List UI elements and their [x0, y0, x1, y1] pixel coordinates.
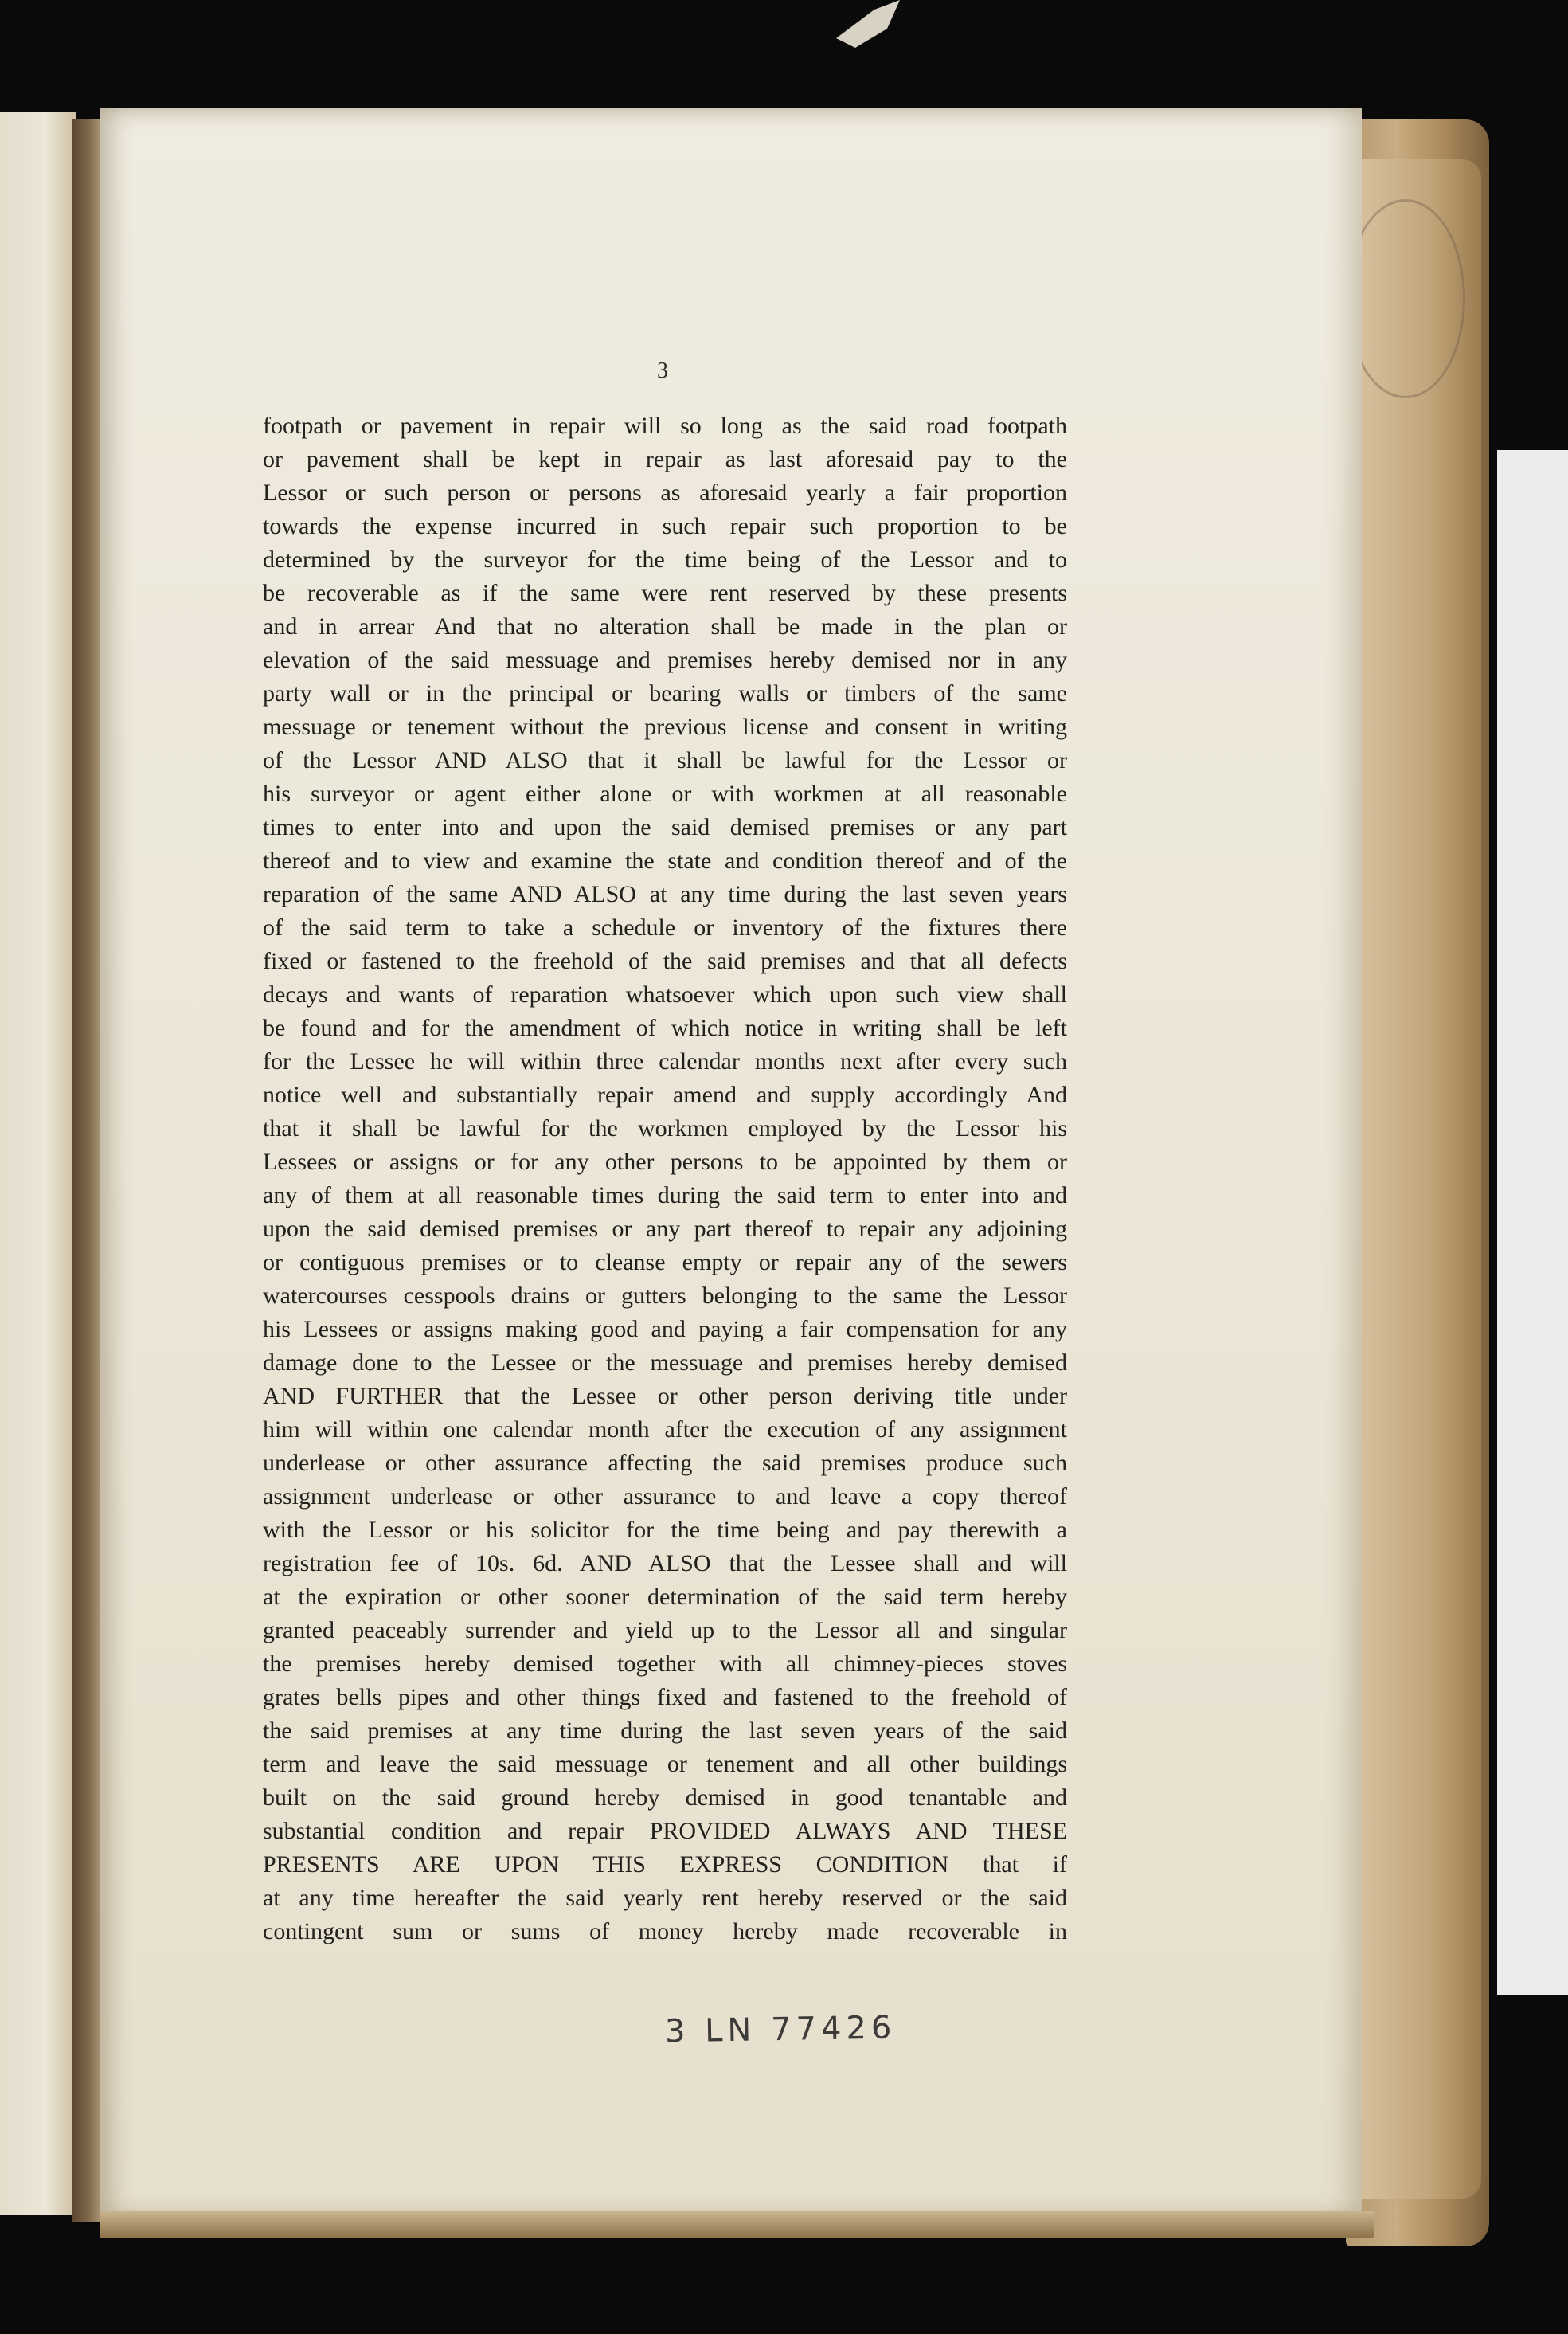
text-line: times to enter into and upon the said demised premises or any part	[263, 814, 1067, 840]
text-line: watercourses cesspools drains or gutters belonging to the same the Lessor	[263, 1283, 1067, 1309]
background-sheet	[1497, 450, 1568, 1995]
book-gutter	[72, 119, 104, 2222]
library-stamp	[1346, 199, 1465, 398]
text-line: decays and wants of reparation whatsoever which upon such view shall	[263, 981, 1067, 1008]
text-line: for the Lessee he will within three calendar months next after every such	[263, 1048, 1067, 1075]
text-line: and in arrear And that no alteration shall be made in the plan or	[263, 613, 1067, 640]
text-line: granted peaceably surrender and yield up to the Lessor all and singular	[263, 1617, 1067, 1643]
text-line: fixed or fastened to the freehold of the said premises and that all defects	[263, 948, 1067, 974]
text-line: assignment underlease or other assurance to and leave a copy thereof	[263, 1483, 1067, 1510]
text-line: towards the expense incurred in such repair such proportion to be	[263, 513, 1067, 539]
text-line: the premises hereby demised together with all chimney-pieces stoves	[263, 1651, 1067, 1677]
text-line: determined by the surveyor for the time being of the Lessor and to	[263, 546, 1067, 573]
text-line: term and leave the said messuage or tenement and all other buildings	[263, 1751, 1067, 1777]
text-line: messuage or tenement without the previous license and consent in writing	[263, 714, 1067, 740]
text-line: that it shall be lawful for the workmen employed by the Lessor his	[263, 1115, 1067, 1142]
text-line: or contiguous premises or to cleanse empty or repair any of the sewers	[263, 1249, 1067, 1275]
text-line: registration fee of 10s. 6d. AND ALSO that the Lessee shall and will	[263, 1550, 1067, 1576]
text-line: damage done to the Lessee or the messuage and premises hereby demised	[263, 1349, 1067, 1376]
text-line: him will within one calendar month after the execution of any assignment	[263, 1416, 1067, 1443]
text-line: of the said term to take a schedule or inventory of the fixtures there	[263, 914, 1067, 941]
text-line: footpath or pavement in repair will so long as the said road footpath	[263, 413, 1067, 439]
facing-page-edge	[0, 112, 76, 2215]
torn-fragment	[836, 0, 900, 48]
text-line: Lessees or assigns or for any other persons to be appointed by them or	[263, 1149, 1067, 1175]
text-line: of the Lessor AND ALSO that it shall be lawful for the Lessor or	[263, 747, 1067, 773]
text-line: at any time hereafter the said yearly rent hereby reserved or the said	[263, 1885, 1067, 1911]
text-line: substantial condition and repair PROVIDED ALWAYS AND THESE	[263, 1818, 1067, 1844]
body-text	[263, 409, 1067, 1948]
text-line: his Lessees or assigns making good and paying a fair compensation for any	[263, 1316, 1067, 1342]
text-line: at the expiration or other sooner determination of the said term hereby	[263, 1584, 1067, 1610]
text-line: be recoverable as if the same were rent reserved by these presents	[263, 580, 1067, 606]
page-bottom-edge	[100, 2211, 1374, 2238]
text-line: upon the said demised premises or any part thereof to repair any adjoining	[263, 1216, 1067, 1242]
text-line: built on the said ground hereby demised in good tenantable and	[263, 1784, 1067, 1811]
text-line: elevation of the said messuage and premises hereby demised nor in any	[263, 647, 1067, 673]
text-line: notice well and substantially repair amend and supply accordingly And	[263, 1082, 1067, 1108]
page-number: 3	[657, 358, 668, 383]
text-line: underlease or other assurance affecting the said premises produce such	[263, 1450, 1067, 1476]
text-line: grates bells pipes and other things fixed and fastened to the freehold of	[263, 1684, 1067, 1710]
text-line: PRESENTS ARE UPON THIS EXPRESS CONDITION that if	[263, 1851, 1067, 1878]
text-line: thereof and to view and examine the state and condition thereof and of the	[263, 848, 1067, 874]
text-line: be found and for the amendment of which notice in writing shall be left	[263, 1015, 1067, 1041]
page-block-edge-inner	[1354, 159, 1481, 2199]
text-line: his surveyor or agent either alone or with workmen at all reasonable	[263, 781, 1067, 807]
text-line: reparation of the same AND ALSO at any time during the last seven years	[263, 881, 1067, 907]
text-line: AND FURTHER that the Lessee or other person deriving title under	[263, 1383, 1067, 1409]
text-line: Lessor or such person or persons as aforesaid yearly a fair proportion	[263, 480, 1067, 506]
text-line: the said premises at any time during the last seven years of the said	[263, 1717, 1067, 1744]
handwritten-shelfmark: 3 LN 77426	[664, 2009, 897, 2050]
text-line: any of them at all reasonable times during the said term to enter into and	[263, 1182, 1067, 1208]
text-line: contingent sum or sums of money hereby made recoverable in	[263, 1918, 1067, 1944]
text-line: with the Lessor or his solicitor for the time being and pay therewith a	[263, 1517, 1067, 1543]
text-line: or pavement shall be kept in repair as last aforesaid pay to the	[263, 446, 1067, 472]
text-line: party wall or in the principal or bearing walls or timbers of the same	[263, 680, 1067, 707]
